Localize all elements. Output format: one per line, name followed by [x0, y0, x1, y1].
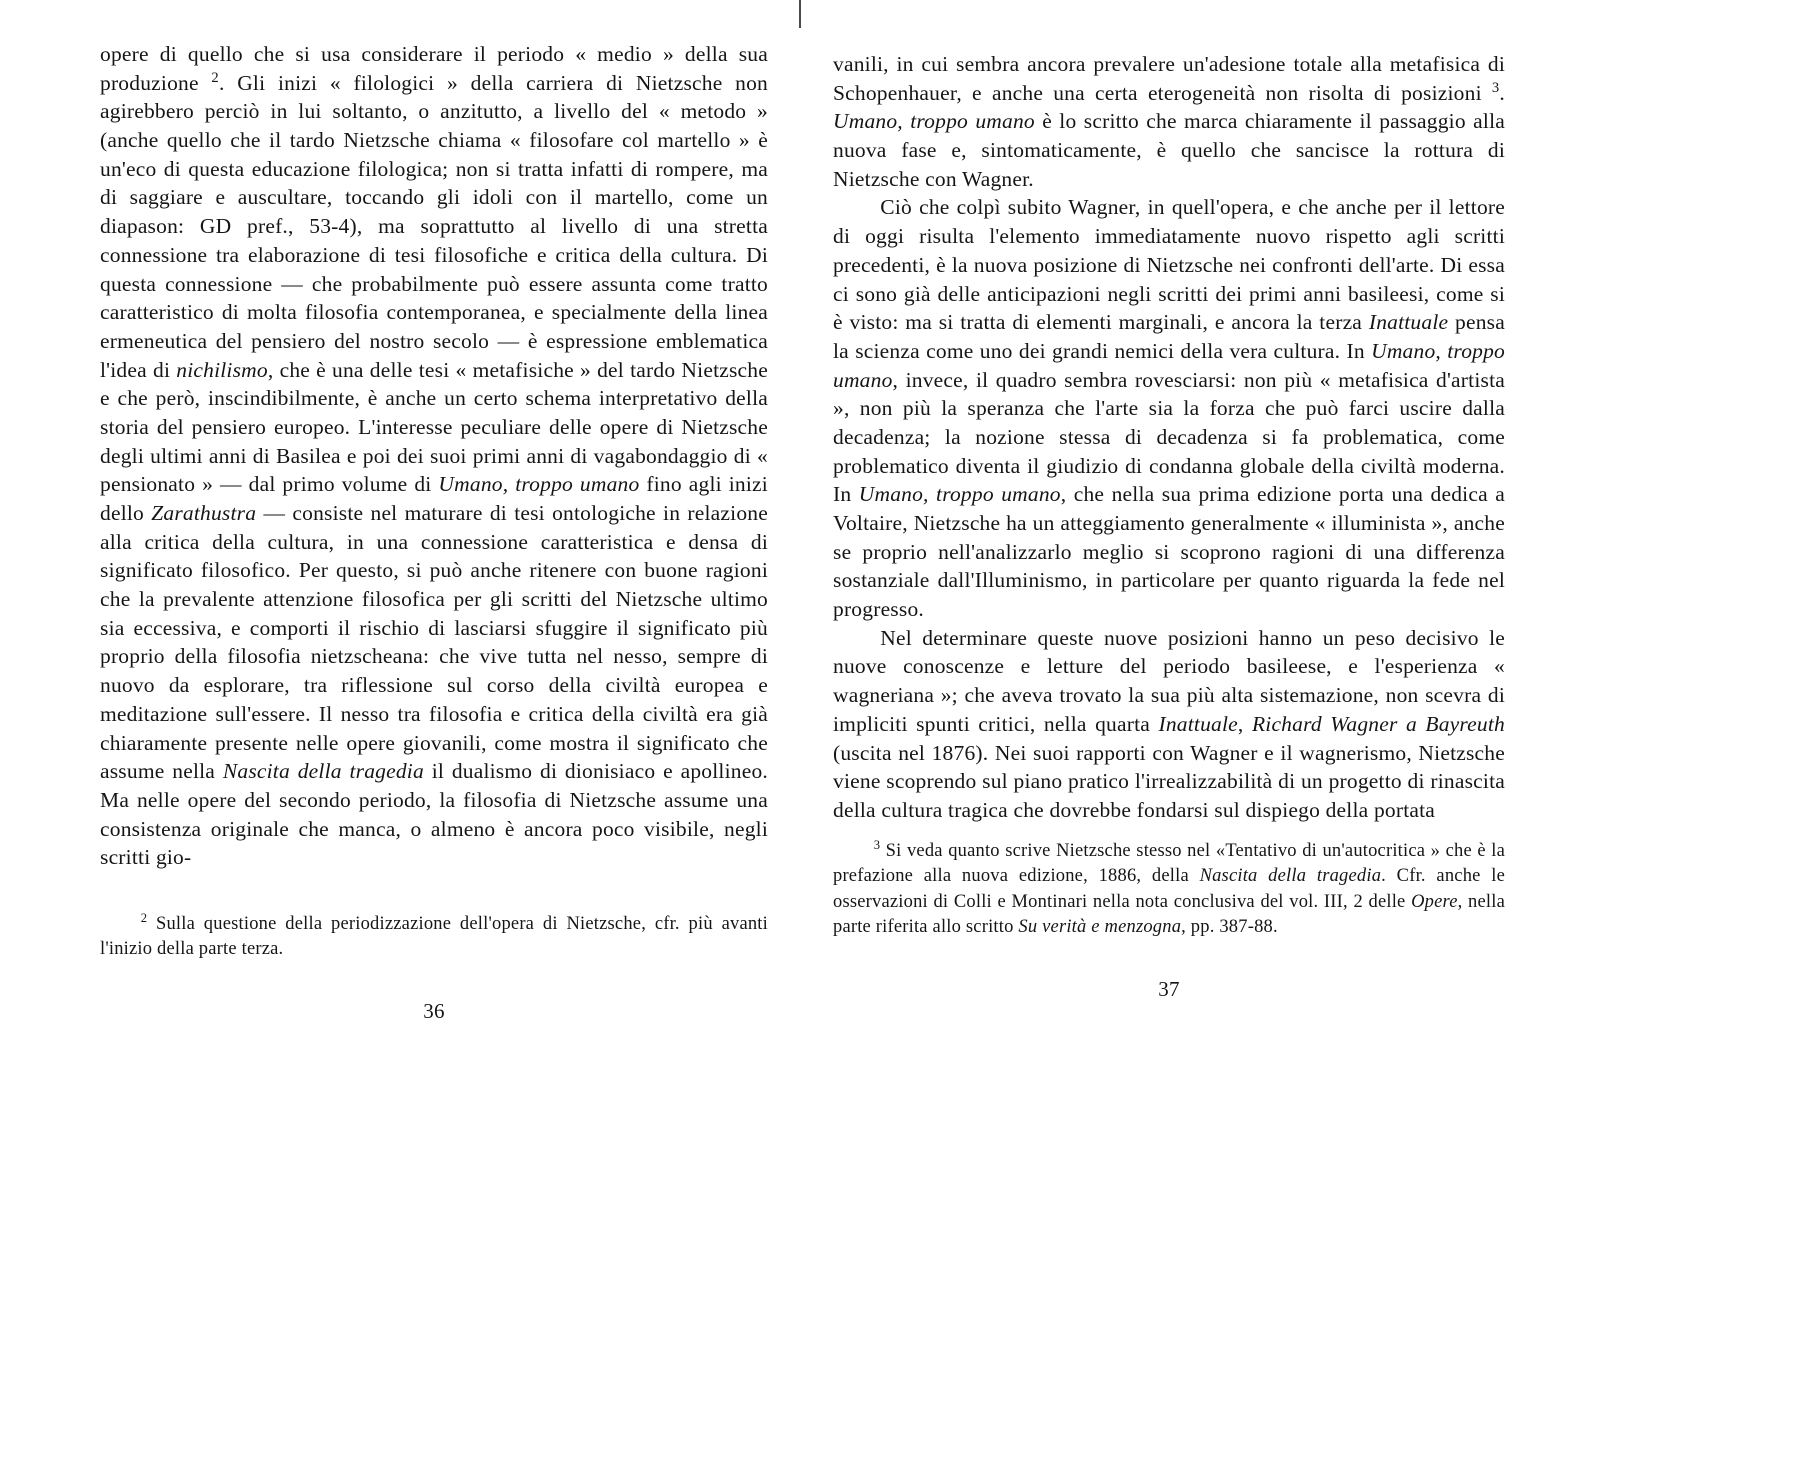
- body-paragraph: vanili, in cui sembra ancora prevalere un'adesione totale alla metafisica di Schopenhauer, e anche una certa eterogeneità non risolta di posizioni $^3$. Umano, troppo umano è lo scritto che marca chiaramente il passaggio alla nuova fase e, sintomaticamente, è quello che sancisce la rottura di Nietzsche con Wagner.: [833, 52, 1505, 191]
- footnote: $^2$ Sulla questione della periodizzazione dell'opera di Nietzsche, cfr. più avanti l'inizio della parte terza.: [100, 910, 768, 960]
- page-number: 37: [1158, 976, 1180, 1001]
- footnote: $^3$ Si veda quanto scrive Nietzsche stesso nel «Tentativo di un'autocritica » che è la prefazione alla nuova edizione, 1886, della Nascita della tragedia. Cfr. anche le osservazioni di Colli e Montinari nella nota conclusiva del vol. III, 2 delle Opere, nella parte riferita allo scritto Su verità e menzogna, pp. 387-88.: [833, 837, 1505, 938]
- body-paragraph: opere di quello che si usa considerare il periodo « medio » della sua produzione $^2$. Gli inizi « filologici » della carriera di Nietzsche non agirebbero perciò in lui soltanto, o anzitutto, a livello del « metodo » (anche quello che il tardo Nietzsche chiama « filosofare col martello » è un'eco di questa educazione filologica; non si tratta infatti di rompere, ma di saggiare e auscultare, toccando gli idoli con il martello, come un diapason: GD pref., 53-4), ma soprattutto al livello di una stretta connessione tra elaborazione di tesi filosofiche e critica della cultura. Di questa connessione — che probabilmente può essere assunta come tratto caratteristico di molta filosofia contemporanea, e specialmente della linea ermeneutica del pensiero del nostro secolo — è espressione emblematica l'idea di nichilismo, che è una delle tesi « metafisiche » del tardo Nietzsche e che però, inscindibilmente, è anche un certo schema interpretativo della storia del pensiero europeo. L'interesse peculiare delle opere di Nietzsche degli ultimi anni di Basilea e poi dei suoi primi anni di vagabondaggio di « pensionato » — dal primo volume di Umano, troppo umano fino agli inizi dello Zarathustra — consiste nel maturare di tesi ontologiche in relazione alla critica della cultura, in una connessione caratteristica e densa di significato filosofico. Per questo, si può anche ritenere con buone ragioni che la prevalente attenzione filosofica per gli scritti del Nietzsche ultimo sia eccessiva, e comporti il rischio di lasciarsi sfuggire il significato più proprio della filosofia nietzscheana: che vive tutta nel nesso, sempre di nuovo da esplorare, tra riflessione sul corso della civiltà europea e meditazione sull'essere. Il nesso tra filosofia e critica della civiltà era già chiaramente presente nelle opere giovanili, come mostra il significato che assume nella Nascita della tragedia il dualismo di dionisiaco e apollineo. Ma nelle opere del secondo periodo, la filosofia di Nietzsche assume una consistenza originale che manca, o almeno è ancora poco visibile, negli scritti gio-: [100, 42, 769, 870]
- body-paragraph: Nel determinare queste nuove posizioni hanno un peso decisivo le nuove conoscenze e letture del periodo basileese, e l'esperienza « wagneriana »; che aveva trovato la sua più alta sistemazione, non scevra di impliciti spunti critici, nella quarta Inattuale, Richard Wagner a Bayreuth (uscita nel 1876). Nei suoi rapporti con Wagner e il wagnerismo, Nietzsche viene scoprendo sul piano pratico l'irrealizzabilità di un progetto di rinascita della cultura tragica che dovrebbe fondarsi sul dispiego della portata: [833, 625, 1505, 822]
- page-left: [100, 40, 768, 1025]
- page-right: [833, 50, 1505, 1003]
- scan-artifact-line: [799, 0, 801, 28]
- page-number: 36: [423, 998, 445, 1023]
- body-paragraph: Ciò che colpì subito Wagner, in quell'opera, e che anche per il lettore di oggi risulta l'elemento immediatamente nuovo rispetto agli scritti precedenti, è la nuova posizione di Nietzsche nei confronti dell'arte. Di essa ci sono già delle anticipazioni negli scritti dei primi anni basileesi, come si è visto: ma si tratta di elementi marginali, e ancora la terza Inattuale pensa la scienza come uno dei grandi nemici della vera cultura. In Umano, troppo umano, invece, il quadro sembra rovesciarsi: non più « metafisica d'artista », non più la speranza che l'arte sia la forza che può farci uscire dalla decadenza; la nozione stessa di decadenza si fa problematica, come problematico diventa il giudizio di condanna globale della civiltà moderna. In Umano, troppo umano, che nella sua prima edizione porta una dedica a Voltaire, Nietzsche ha un atteggiamento generalmente « illuminista », anche se proprio nell'analizzarlo meglio si scoprono ragioni di una differenza sostanziale dall'Illuminismo, in particolare per quanto riguarda la fede nel progresso.: [833, 195, 1505, 622]
